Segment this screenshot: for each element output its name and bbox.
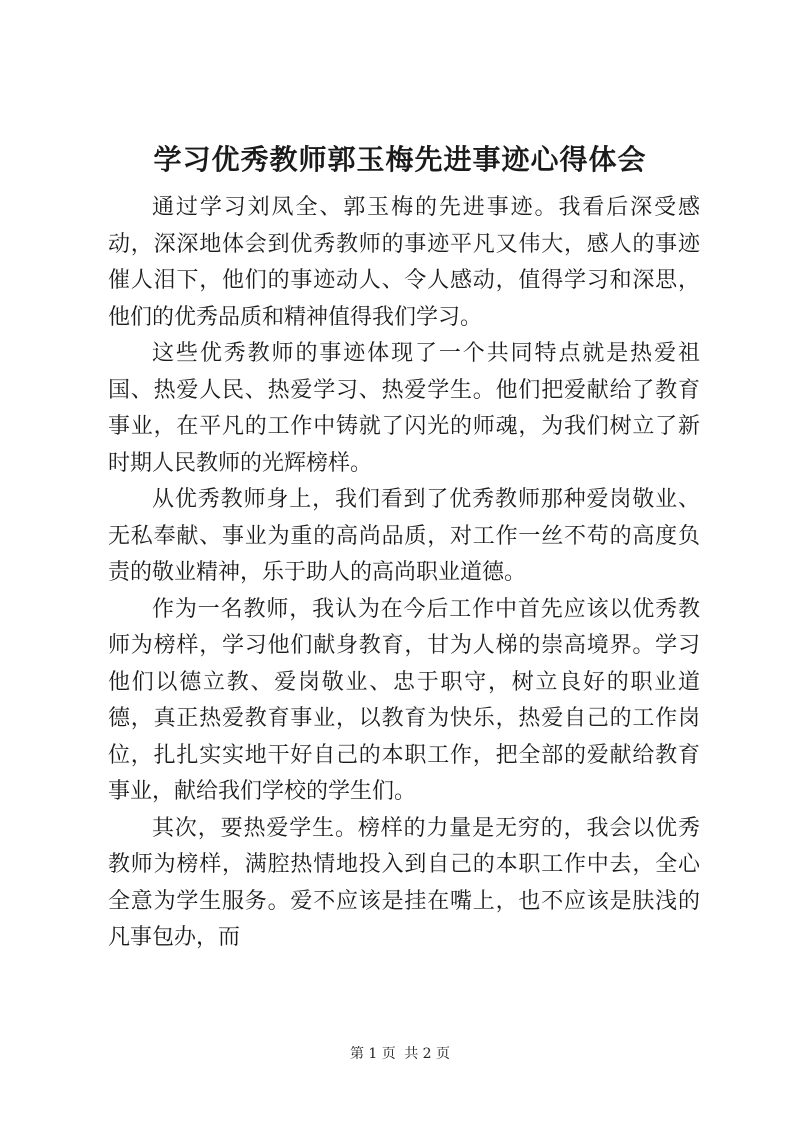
paragraph-1: 通过学习刘凤全、郭玉梅的先进事迹。我看后深受感动，深深地体会到优秀教师的事迹平凡又伟大，感人的事迹催人泪下，他们的事迹动人、令人感动，值得学习和深思，他们的优秀品质和精神值得我们学习。 bbox=[108, 195, 700, 330]
paragraph-5: 其次，要热爱学生。榜样的力量是无穷的，我会以优秀教师为榜样，满腔热情地投入到自己的本职工作中去，全心全意为学生服务。爱不应该是挂在嘴上，也不应该是肤浅的凡事包办，而 bbox=[108, 815, 700, 950]
paragraph-2: 这些优秀教师的事迹体现了一个共同特点就是热爱祖国、热爱人民、热爱学习、热爱学生。他们把爱献给了教育事业，在平凡的工作中铸就了闪光的师魂，为我们树立了新时期人民教师的光辉榜样。 bbox=[108, 341, 700, 476]
page-number: 第 1 页 bbox=[349, 1046, 396, 1062]
page-footer bbox=[0, 1044, 800, 1064]
page-total: 共 2 页 bbox=[404, 1046, 451, 1062]
paragraph-3: 从优秀教师身上，我们看到了优秀教师那种爱岗敬业、无私奉献、事业为重的高尚品质，对工作一丝不苟的高度负责的敬业精神，乐于助人的高尚职业道德。 bbox=[108, 487, 700, 585]
paragraph-4: 作为一名教师，我认为在今后工作中首先应该以优秀教师为榜样，学习他们献身教育，甘为人梯的崇高境界。学习他们以德立教、爱岗敬业、忠于职守，树立良好的职业道德，真正热爱教育事业，以教育为快乐，热爱自己的工作岗位，扎扎实实地干好自己的本职工作，把全部的爱献给教育事业，献给我们学校的学生们。 bbox=[108, 596, 700, 804]
document-body bbox=[108, 190, 700, 957]
document-title: 学习优秀教师郭玉梅先进事迹心得体会 bbox=[153, 143, 647, 176]
